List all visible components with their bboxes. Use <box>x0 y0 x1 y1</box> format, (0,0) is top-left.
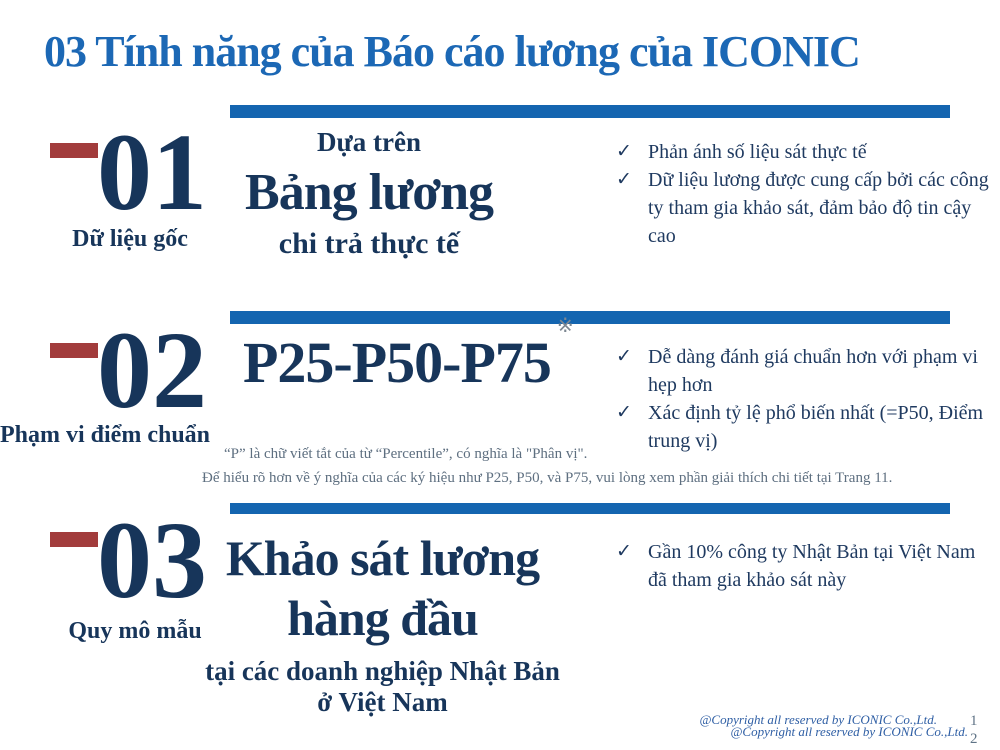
checkmark-icon: ✓ <box>616 169 632 190</box>
checkmark-icon: ✓ <box>616 346 632 367</box>
section-01-heading-sub: chi trả thực tế <box>278 227 460 260</box>
section-03-heading-sub <box>205 656 560 718</box>
bullet-item <box>608 399 993 455</box>
page-number-2: 2 <box>970 731 978 747</box>
section-03-red-dash-icon <box>50 532 98 547</box>
checkmark-icon: ✓ <box>616 541 632 562</box>
bullet-text: Dữ liệu lương được cung cấp bởi các công ty tham gia khảo sát, đảm bảo độ tin cậy cao <box>648 169 989 247</box>
bullet-item <box>608 343 993 399</box>
section-03-bullets <box>608 538 993 594</box>
section-02-bullets <box>608 343 993 455</box>
heading-sub-line: ở Việt Nam <box>317 687 448 717</box>
section-01-heading <box>228 125 510 263</box>
section-01-divider-bar <box>230 105 950 118</box>
bullet-text: Phản ánh số liệu sát thực tế <box>648 141 867 163</box>
page-reference-footnote: Để hiểu rõ hơn về ý nghĩa của các ký hiệu như P25, P50, và P75, vui lòng xem phần giải thích chi tiết tại Trang 11. <box>202 470 893 486</box>
copyright-line-2: @Copyright all reserved by ICONIC Co.,Ltd. <box>730 724 968 739</box>
percentile-footnote: “P” là chữ viết tắt của từ “Percentile”, có nghĩa là "Phân vị". <box>224 446 588 462</box>
section-01-bullets <box>608 138 993 250</box>
page-number-1: 1 <box>970 713 978 729</box>
bullet-item <box>608 166 993 250</box>
heading-line: Khảo sát lương <box>225 530 540 586</box>
checkmark-icon: ✓ <box>616 402 632 423</box>
section-02-label: Phạm vi điểm chuẩn <box>0 422 211 448</box>
section-02-heading-main <box>243 314 574 395</box>
section-03-heading <box>205 528 560 718</box>
section-01-number: 01 <box>97 111 207 233</box>
copyright-line-1: @Copyright all reserved by ICONIC Co.,Ltd. <box>699 712 937 727</box>
section-02-divider-bar <box>230 311 950 324</box>
section-02-red-dash-icon <box>50 343 98 358</box>
heading-sub-line: tại các doanh nghiệp Nhật Bản <box>205 656 560 686</box>
section-01-heading-main: Bảng lương <box>245 164 493 221</box>
bullet-item <box>608 538 993 594</box>
section-01-label: Dữ liệu gốc <box>72 226 188 252</box>
section-03-divider-bar <box>230 503 950 514</box>
bullet-text: Xác định tỷ lệ phổ biến nhất (=P50, Điểm trung vị) <box>648 402 984 452</box>
reference-mark-icon: ※ <box>556 314 574 337</box>
percentile-range-text: P25-P50-P75 <box>243 330 551 395</box>
page-title: 03 Tính năng của Báo cáo lương của ICONIC <box>44 27 860 76</box>
section-02-number: 02 <box>97 309 207 431</box>
heading-line: hàng đầu <box>287 590 478 646</box>
section-01-red-dash-icon <box>50 143 98 158</box>
section-03-heading-main <box>205 528 560 648</box>
bullet-text: Gần 10% công ty Nhật Bản tại Việt Nam đã tham gia khảo sát này <box>648 541 976 591</box>
bullet-item <box>608 138 993 166</box>
section-03-label: Quy mô mẫu <box>68 618 202 644</box>
checkmark-icon: ✓ <box>616 141 632 162</box>
section-03-number: 03 <box>97 499 207 621</box>
bullet-text: Dễ dàng đánh giá chuẩn hơn với phạm vi hẹp hơn <box>648 346 978 396</box>
section-01-heading-top: Dựa trên <box>317 127 421 157</box>
